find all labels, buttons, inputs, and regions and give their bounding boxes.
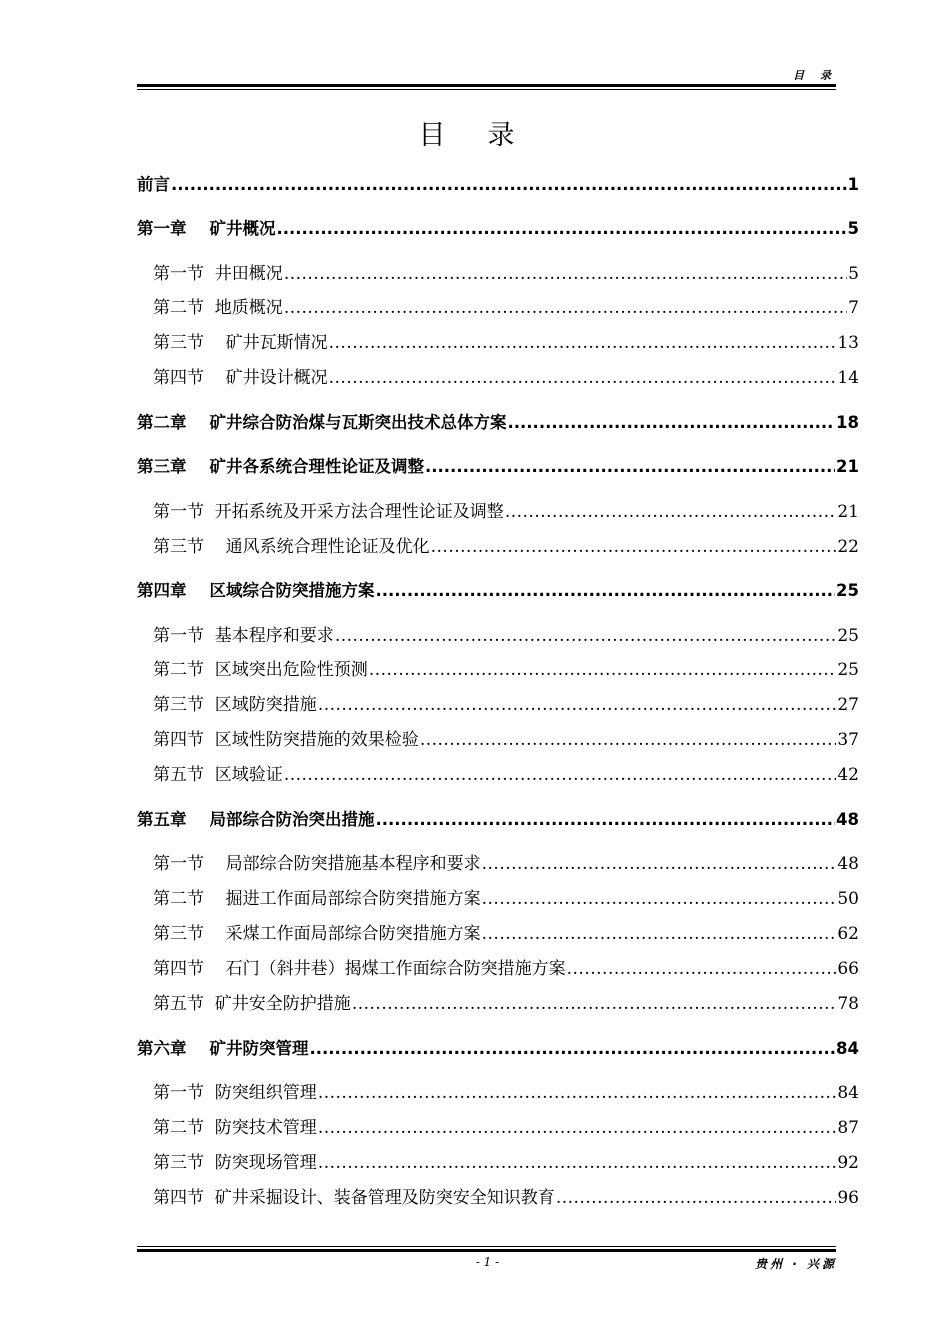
toc-entry-label: 第二章 矿井综合防治煤与瓦斯突出技术总体方案 [137, 413, 507, 432]
toc-section-entry[interactable] [137, 366, 859, 390]
toc-entry-page: 14 [837, 368, 859, 388]
toc-entry-label: 第一节 局部综合防突措施基本程序和要求 [153, 854, 481, 874]
toc-leader-dots [284, 296, 847, 320]
toc-leader-dots [420, 728, 837, 752]
toc-leader-dots [171, 173, 847, 197]
toc-section-entry[interactable] [137, 992, 859, 1016]
toc-leader-dots [556, 1186, 837, 1210]
toc-leader-dots [318, 1151, 837, 1175]
toc-section-entry[interactable] [137, 658, 859, 682]
toc-entry-page: 5 [847, 219, 859, 238]
toc-entry-page: 66 [837, 959, 859, 979]
toc-section-entry[interactable] [137, 1151, 859, 1175]
toc-chapter-entry[interactable] [137, 217, 859, 241]
toc-chapter-entry[interactable] [137, 808, 859, 832]
toc-entry-page: 42 [837, 765, 859, 785]
toc-leader-dots [505, 500, 837, 524]
toc-section-entry[interactable] [137, 763, 859, 787]
toc-section-entry[interactable] [137, 1186, 859, 1210]
toc-entry-page: 84 [836, 1039, 859, 1058]
toc-entry-label: 第二节 区域突出危险性预测 [153, 660, 368, 680]
toc-entry-page: 25 [836, 581, 859, 600]
toc-section-entry[interactable] [137, 1081, 859, 1105]
toc-entry-label: 第四节 矿井采掘设计、装备管理及防突安全知识教育 [153, 1188, 555, 1208]
toc-entry-label: 第五节 矿井安全防护措施 [153, 994, 351, 1014]
toc-entry-label: 第二节 掘进工作面局部综合防突措施方案 [153, 889, 481, 909]
toc-leader-dots [567, 957, 837, 981]
toc-entry-label: 前言 [137, 175, 170, 194]
footer-rule-thin [137, 1246, 836, 1247]
toc-entry-page: 48 [836, 810, 859, 829]
toc-leader-dots [352, 992, 837, 1016]
toc-entry-page: 13 [837, 333, 859, 353]
toc-entry-label: 第四章 区域综合防突措施方案 [137, 581, 375, 600]
toc-entry-page: 25 [837, 660, 859, 680]
toc-entry-label: 第一节 防突组织管理 [153, 1083, 317, 1103]
running-header: 目 录 [793, 69, 837, 82]
page-title: 目录 [418, 120, 557, 151]
toc-entry-label: 第一章 矿井概况 [137, 219, 276, 238]
toc-entry-page: 37 [837, 730, 859, 750]
toc-leader-dots [318, 693, 837, 717]
toc-leader-dots [482, 887, 837, 911]
toc-section-entry[interactable] [137, 500, 859, 524]
toc-entry-page: 21 [837, 502, 859, 522]
toc-entry-label: 第二节 地质概况 [153, 298, 283, 318]
header-rule-thin [137, 89, 836, 90]
toc-entry-page: 84 [837, 1083, 859, 1103]
toc-leader-dots [375, 808, 835, 832]
footer-page-number: - 1 - [475, 1255, 500, 1269]
toc-entry-label: 第二节 防突技术管理 [153, 1118, 317, 1138]
toc-entry-label: 第三节 矿井瓦斯情况 [153, 333, 328, 353]
toc-entry-label: 第四节 石门（斜井巷）揭煤工作面综合防突措施方案 [153, 959, 566, 979]
footer-company-label: 贵州 · 兴源 [755, 1257, 837, 1271]
toc-chapter-entry[interactable] [137, 1037, 859, 1061]
toc-leader-dots [369, 658, 837, 682]
footer-rule-thick [137, 1249, 836, 1252]
toc-chapter-entry[interactable] [137, 173, 859, 197]
toc-leader-dots [482, 852, 837, 876]
toc-entry-page: 7 [848, 298, 859, 318]
toc-leader-dots [375, 579, 835, 603]
toc-entry-label: 第三节 采煤工作面局部综合防突措施方案 [153, 924, 481, 944]
toc-entry-label: 第三节 防突现场管理 [153, 1153, 317, 1173]
toc-entry-label: 第五节 区域验证 [153, 765, 283, 785]
toc-chapter-entry[interactable] [137, 455, 859, 479]
toc-entry-page: 1 [847, 175, 859, 194]
toc-leader-dots [309, 1037, 835, 1061]
toc-entry-page: 48 [837, 854, 859, 874]
toc-chapter-entry[interactable] [137, 579, 859, 603]
toc-section-entry[interactable] [137, 887, 859, 911]
toc-leader-dots [276, 217, 846, 241]
toc-leader-dots [329, 366, 837, 390]
toc-section-entry[interactable] [137, 624, 859, 648]
toc-entry-label: 第三节 区域防突措施 [153, 695, 317, 715]
toc-entry-label: 第一节 开拓系统及开采方法合理性论证及调整 [153, 502, 504, 522]
toc-section-entry[interactable] [137, 852, 859, 876]
toc-leader-dots [335, 624, 837, 648]
toc-leader-dots [482, 922, 837, 946]
toc-entry-page: 21 [836, 457, 859, 476]
toc-section-entry[interactable] [137, 296, 859, 320]
header-rule-thick [137, 84, 836, 87]
toc-entry-page: 96 [837, 1188, 859, 1208]
toc-leader-dots [318, 1081, 837, 1105]
toc-entry-page: 87 [837, 1118, 859, 1138]
toc-entry-label: 第四节 矿井设计概况 [153, 368, 328, 388]
toc-entry-label: 第一节 井田概况 [153, 264, 283, 284]
toc-entry-label: 第四节 区域性防突措施的效果检验 [153, 730, 419, 750]
toc-entry-page: 78 [837, 994, 859, 1014]
toc-leader-dots [329, 331, 837, 355]
toc-section-entry[interactable] [137, 728, 859, 752]
toc-section-entry[interactable] [137, 331, 859, 355]
toc-section-entry[interactable] [137, 693, 859, 717]
toc-leader-dots [425, 455, 835, 479]
toc-leader-dots [284, 262, 847, 286]
toc-entry-page: 25 [837, 626, 859, 646]
toc-entry-page: 5 [848, 264, 859, 284]
toc-leader-dots [318, 1116, 837, 1140]
toc-leader-dots [284, 763, 837, 787]
toc-entry-page: 22 [837, 537, 859, 557]
toc-section-entry[interactable] [137, 1116, 859, 1140]
toc-entry-label: 第三章 矿井各系统合理性论证及调整 [137, 457, 424, 476]
toc-section-entry[interactable] [137, 262, 859, 286]
toc-entry-page: 50 [837, 889, 859, 909]
toc-entry-label: 第一节 基本程序和要求 [153, 626, 334, 646]
toc-leader-dots [507, 411, 835, 435]
toc-chapter-entry[interactable] [137, 411, 859, 435]
toc-section-entry[interactable] [137, 922, 859, 946]
toc-entry-label: 第三节 通风系统合理性论证及优化 [153, 537, 430, 557]
toc-entry-label: 第六章 矿井防突管理 [137, 1039, 309, 1058]
toc-section-entry[interactable] [137, 957, 859, 981]
toc-entry-page: 27 [837, 695, 859, 715]
toc-section-entry[interactable] [137, 535, 859, 559]
toc-entry-page: 92 [837, 1153, 859, 1173]
toc-entry-page: 18 [836, 413, 859, 432]
toc-leader-dots [431, 535, 837, 559]
toc-entry-page: 62 [837, 924, 859, 944]
toc-entry-label: 第五章 局部综合防治突出措施 [137, 810, 375, 829]
